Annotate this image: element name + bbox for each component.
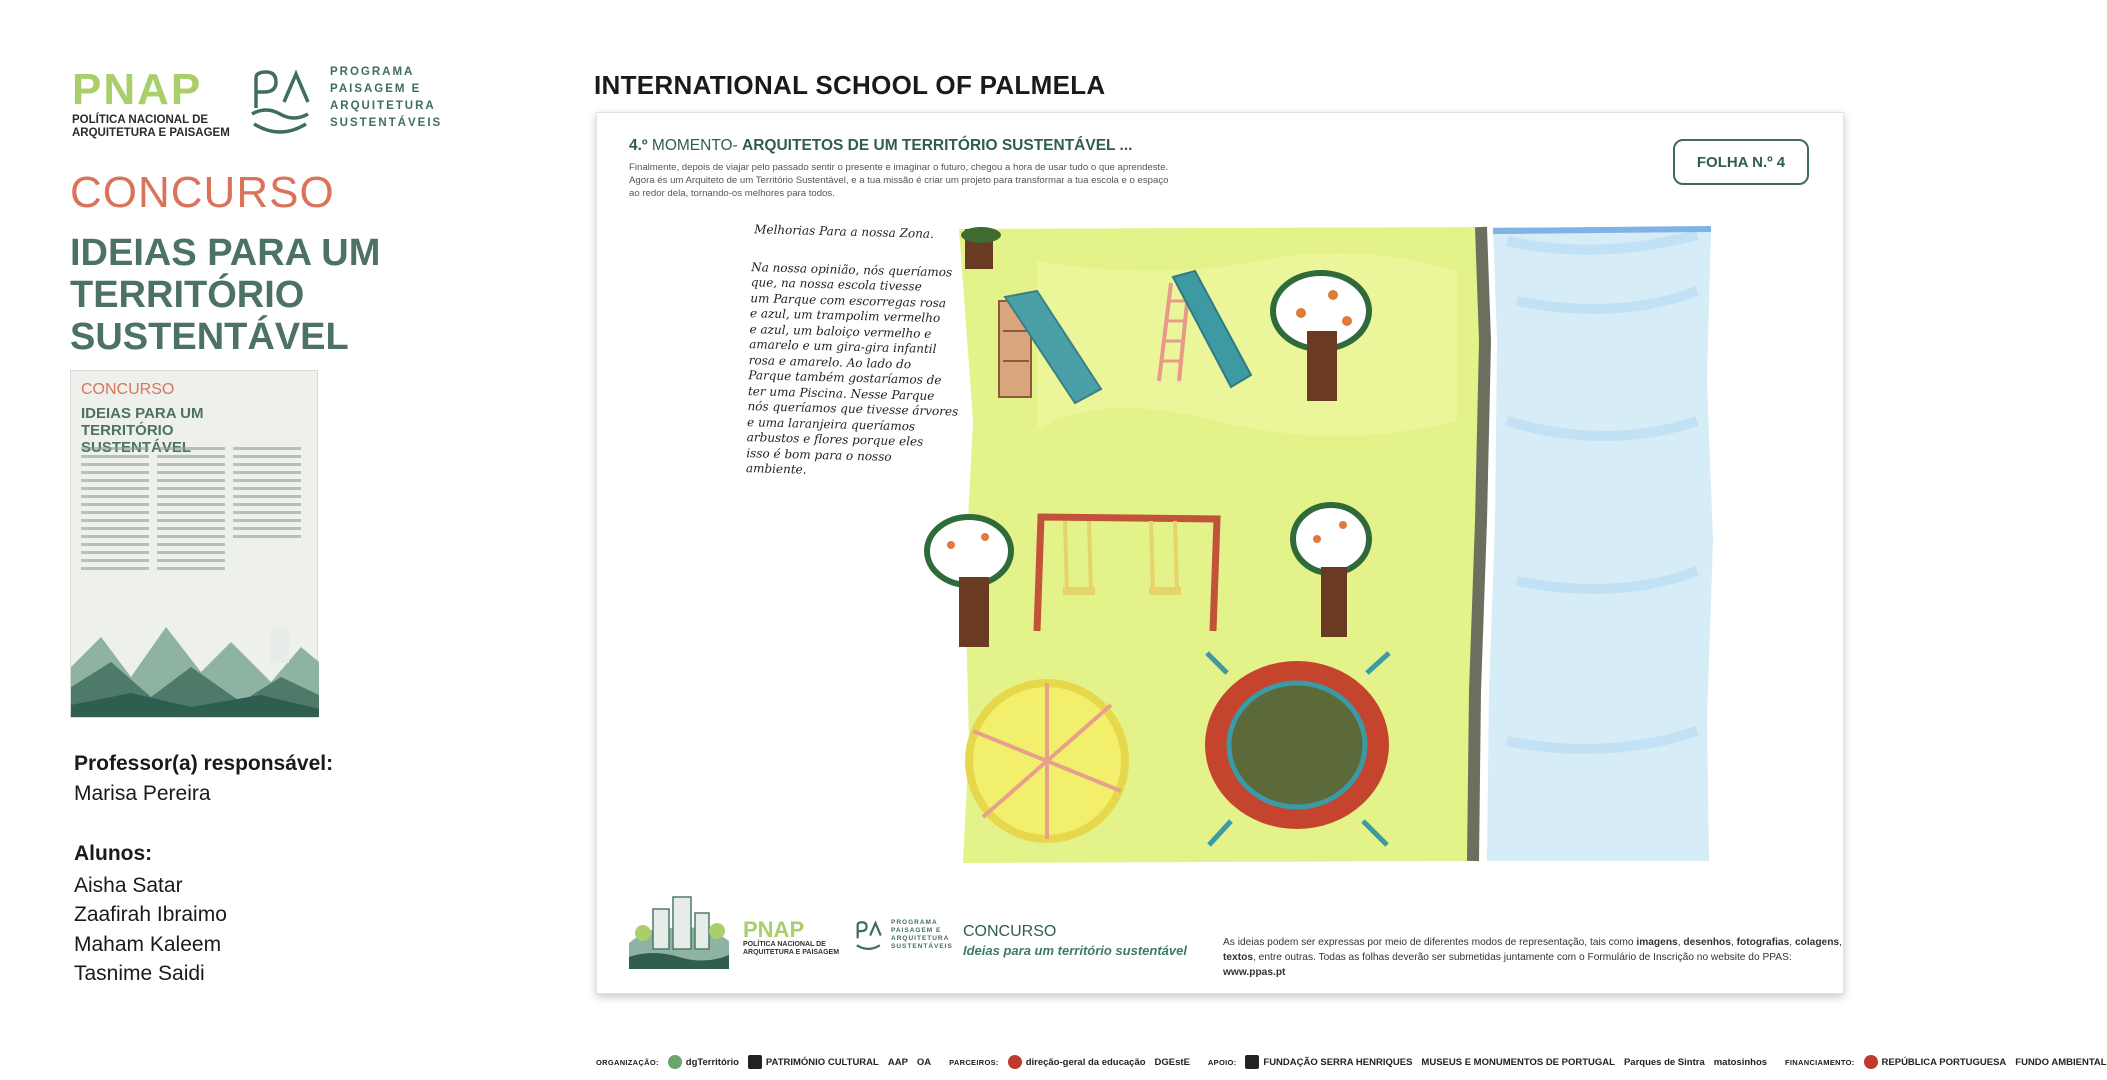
worksheet <box>596 112 1844 994</box>
student-text-line: ambiente. <box>745 461 807 477</box>
pnap-mark: PNAP <box>72 65 203 114</box>
student-text-line: arbustos e flores porque eles <box>746 430 924 449</box>
partner-logo: AAP <box>887 1056 908 1068</box>
partner-logo: FUNDO AMBIENTAL <box>2015 1056 2107 1068</box>
dge-icon <box>1008 1055 1022 1069</box>
student-text-line: rosa e amarelo. Ao lado do <box>748 352 912 371</box>
ppas-glyph-icon <box>250 68 322 138</box>
student-text-line: isso é bom para o nosso <box>746 445 892 464</box>
student-name: Tasnime Saidi <box>74 962 205 986</box>
student-text-line: um Parque com escorregas rosa <box>750 290 947 310</box>
dgterritorio-icon <box>668 1055 682 1069</box>
student-name: Zaafirah Ibraimo <box>74 903 227 927</box>
student-text-line: Na nossa opinião, nós queríamos <box>751 259 953 279</box>
partner-logo: PATRIMÓNIO CULTURAL <box>748 1055 879 1069</box>
contest-poster-thumbnail <box>70 370 318 718</box>
partner-logo: OA <box>916 1056 932 1068</box>
financiamento-label: FINANCIAMENTO: <box>1785 1057 1855 1067</box>
student-text-line: Parque também gostaríamos de <box>748 368 942 388</box>
pnap-logo <box>72 65 230 140</box>
partner-logo: DGEstE <box>1154 1056 1190 1068</box>
student-name: Maham Kaleem <box>74 932 222 956</box>
footer-ppas-text: PROGRAMA PAISAGEM E ARQUITETURA SUSTENTÁVEIS <box>891 919 953 950</box>
footer-ideas: Ideias para um território sustentável <box>963 943 1187 958</box>
partners-strip <box>596 1046 2107 1078</box>
republica-portuguesa-icon <box>1864 1055 1878 1069</box>
fundacao-icon <box>1245 1055 1259 1069</box>
student-text-line: e uma laranjeira queríamos <box>746 414 916 433</box>
student-text-line: nós queríamos que tivesse árvores <box>747 399 959 419</box>
moment-number: 4.º <box>629 137 648 154</box>
partner-logo: dgTerritório <box>668 1055 739 1069</box>
poster-text-column <box>157 447 225 575</box>
school-name: INTERNATIONAL SCHOOL OF PALMELA <box>594 70 1106 100</box>
student-text-line: e azul, um trampolim vermelho <box>749 306 941 326</box>
worksheet-footer <box>623 883 1842 978</box>
professor-label: Professor(a) responsável: <box>74 752 334 775</box>
poster-concurso: CONCURSO <box>81 381 175 398</box>
footer-pnap-subtitle: POLÍTICA NACIONAL DE ARQUITETURA E PAISAGEM <box>743 941 840 956</box>
header-logos <box>72 64 472 144</box>
ppas-text: PROGRAMA PAISAGEM E ARQUITETURA SUSTENTÁVEIS <box>330 66 443 129</box>
students-list <box>74 871 227 989</box>
student-text-line: que, na nossa escola tivesse <box>750 275 922 294</box>
footer-pnap-mark: PNAP <box>743 917 805 942</box>
footer-pnap-logo <box>743 919 839 957</box>
moment-heading: ARQUITETOS DE UM TERRITÓRIO SUSTENTÁVEL ... <box>742 137 1133 154</box>
partner-logo: Parques de Sintra <box>1623 1056 1705 1068</box>
poster-text-column <box>81 447 149 575</box>
partner-logo: MUSEUS E MONUMENTOS DE PORTUGAL <box>1421 1056 1615 1068</box>
poster-text-column <box>233 447 301 543</box>
partner-logo: direção-geral da educação <box>1008 1055 1146 1069</box>
pnap-subtitle: POLÍTICA NACIONAL DE ARQUITETURA E PAISAGEM <box>72 114 230 139</box>
student-name: Aisha Satar <box>74 874 183 897</box>
apoio-label: APOIO: <box>1207 1057 1237 1067</box>
student-text-line: ter uma Piscina. Nesse Parque <box>747 383 935 403</box>
student-text <box>746 222 973 482</box>
concurso-title: CONCURSO <box>70 168 335 217</box>
moment-title <box>629 137 1132 155</box>
organizacao-label: ORGANIZAÇÃO: <box>596 1057 659 1067</box>
sheet-number-badge: FOLHA N.º 4 <box>1673 139 1809 185</box>
footer-note: As ideias podem ser expressas por meio de diferentes modos de representação, tais como imagens, desenhos, fotografias, colagens, textos, entre outras. Todas as folhas deverão ser submetidas juntamente com o Formulário de Inscrição no website do PPAS: www.ppas.pt <box>1223 937 1842 978</box>
partner-logo: REPÚBLICA PORTUGUESA <box>1864 1055 2007 1069</box>
professor-name: Marisa Pereira <box>74 782 211 805</box>
ppas-glyph-icon <box>855 919 887 953</box>
footer-ppas-logo <box>855 919 953 958</box>
partner-logo: FUNDAÇÃO SERRA HENRIQUES <box>1245 1055 1412 1069</box>
students-label: Alunos: <box>74 842 153 865</box>
contest-heading: IDEIAS PARA UM TERRITÓRIO SUSTENTÁVEL <box>70 232 381 358</box>
footer-concurso: CONCURSO <box>963 923 1057 940</box>
student-text-title: Melhorias Para a nossa Zona. <box>754 222 935 241</box>
ppas-website-link[interactable]: www.ppas.pt <box>1223 967 1286 978</box>
moment-word: MOMENTO- <box>651 137 738 154</box>
moment-description: Finalmente, depois de viajar pelo passado sentir o presente e imaginar o futuro, chegou a hora de usar tudo o que aprendeste. Agora és um Arquiteto de um Território Sustentável, e a tua missão é criar um projeto para transformar a tua escola e o espaço ao redor dela, tornando-os melhores para todos. <box>629 162 1169 199</box>
city-illustration-icon <box>623 883 735 973</box>
poster-heading: IDEIAS PARA UM TERRITÓRIO <box>81 405 204 439</box>
parceiros-label: PARCEIROS: <box>949 1057 999 1067</box>
partner-logo: matosinhos <box>1713 1056 1768 1068</box>
student-text-line: amarelo e um gira-gira infantil <box>748 337 937 357</box>
patrimonio-cultural-icon <box>748 1055 762 1069</box>
student-text-line: e azul, um baloiço vermelho e <box>749 321 932 341</box>
poster-landscape-illustration <box>71 607 319 717</box>
